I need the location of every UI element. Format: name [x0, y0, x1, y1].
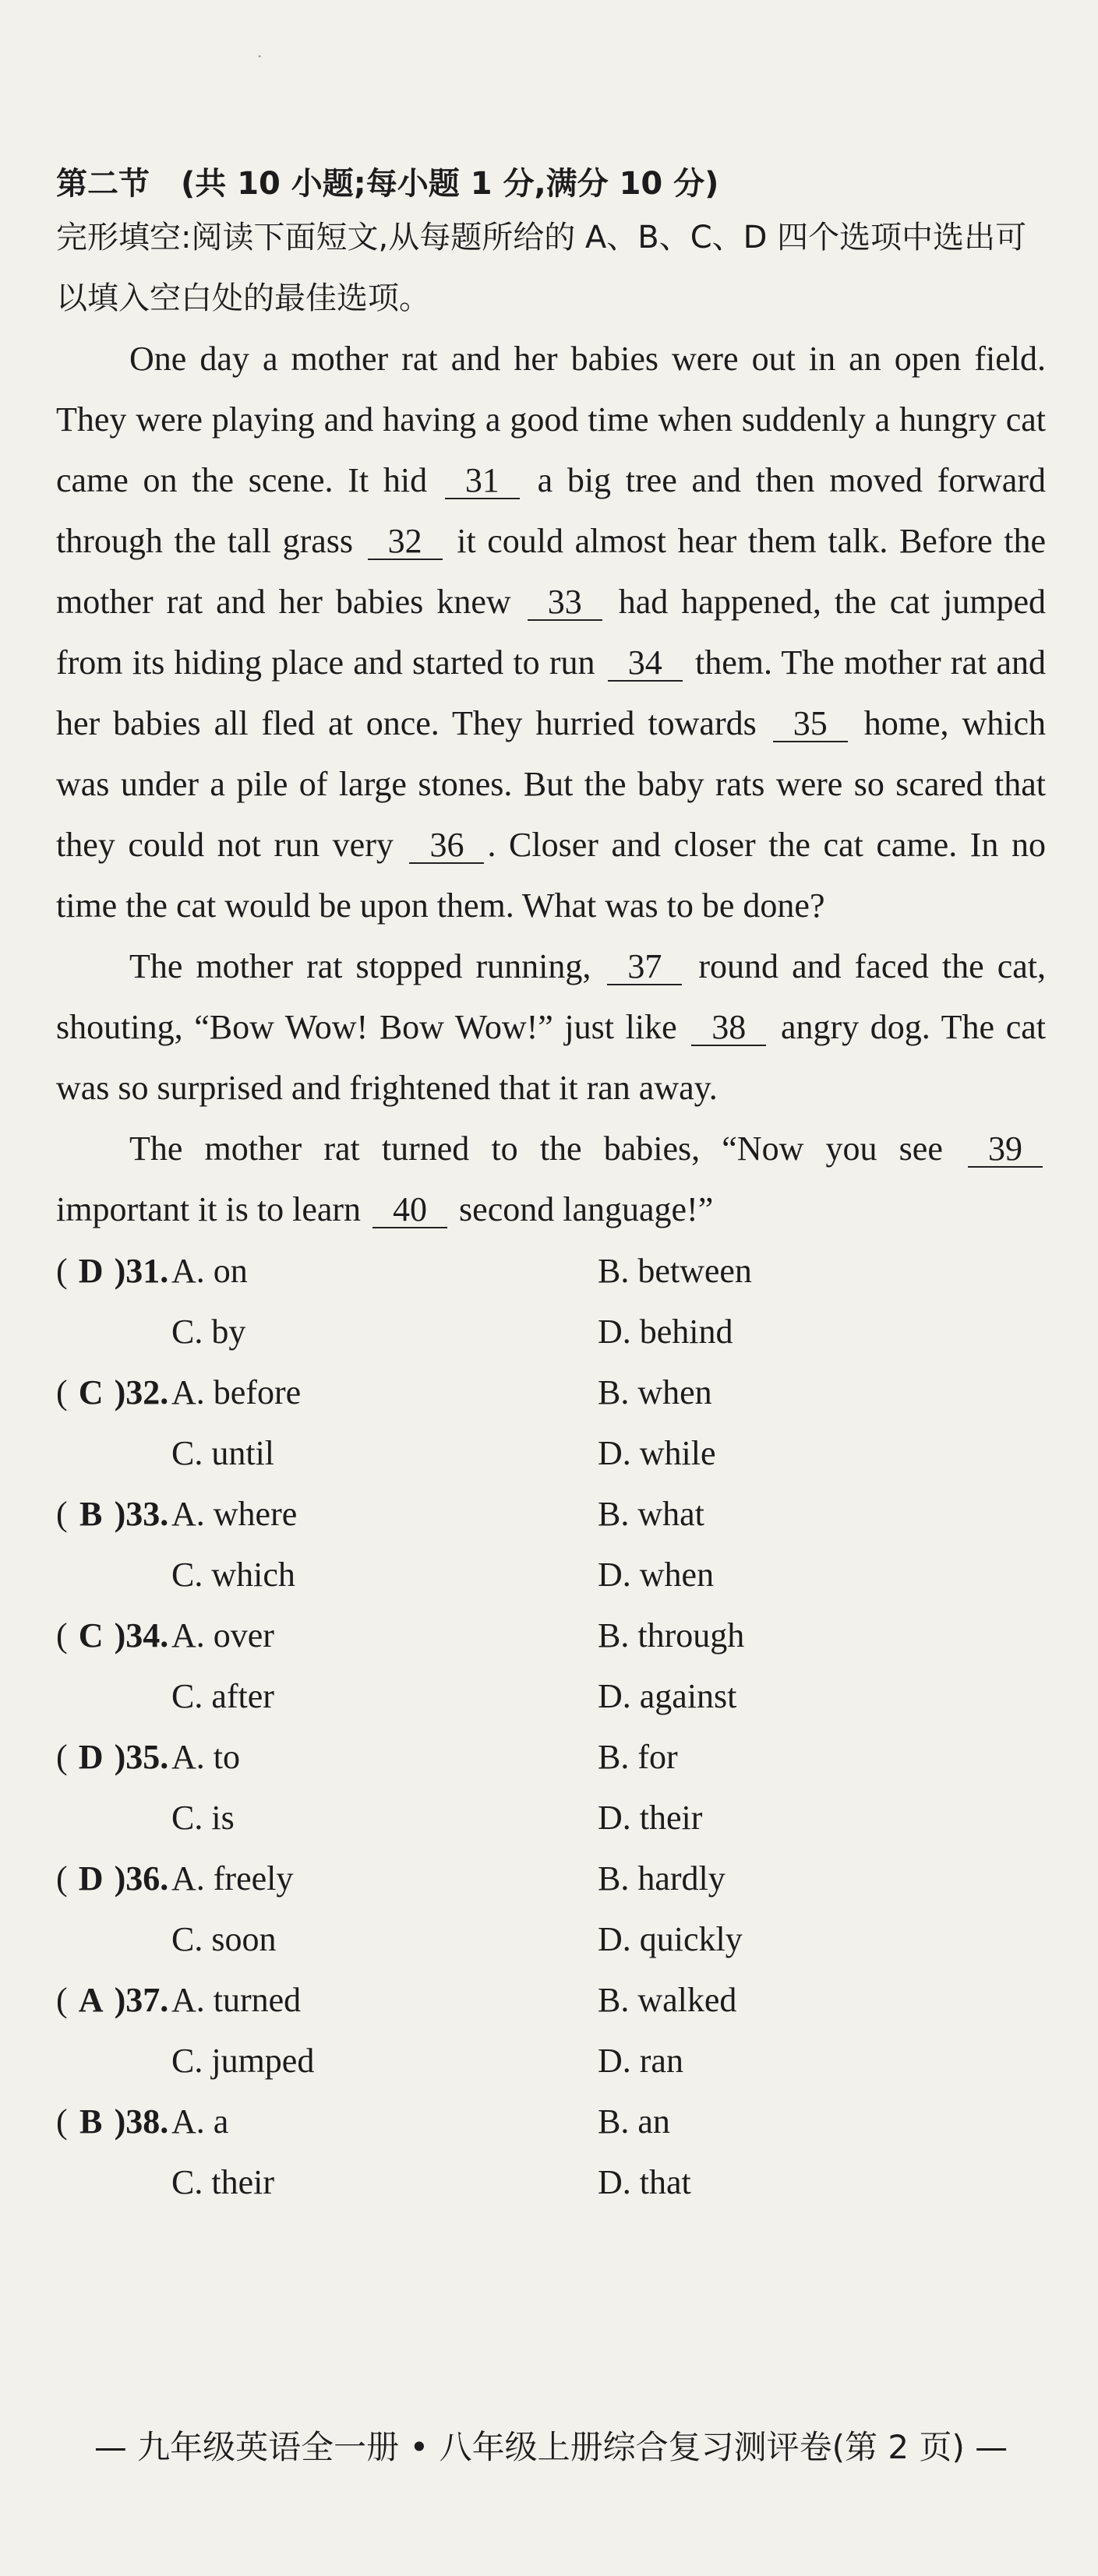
option-c: C. which [171, 1555, 295, 1594]
question-number: )31. [114, 1251, 169, 1290]
question-row-cont [56, 1544, 1046, 1605]
option-d: D. ran [598, 2041, 683, 2080]
option-d: D. quickly [598, 1919, 743, 1958]
answer-mark: D [78, 1859, 104, 1898]
question-number: )34. [114, 1616, 169, 1654]
paren-open: ( [56, 1251, 68, 1290]
passage-paragraph-1 [56, 329, 1046, 936]
blank-31: 31 [445, 463, 520, 499]
question-row-cont [56, 2030, 1046, 2091]
option-b: B. between [598, 1251, 752, 1290]
instruction-text: 完形填空:阅读下面短文,从每题所给的 A、B、C、D 四个选项中选出可以填入空白处的最佳选项。 [56, 220, 1027, 316]
blank-38: 38 [691, 1010, 766, 1046]
paren-open: ( [56, 1494, 68, 1533]
option-a: A. where [171, 1494, 298, 1533]
option-a: A. to [171, 1737, 240, 1776]
question-row [56, 1240, 1046, 1301]
answer-mark: D [78, 1251, 104, 1290]
question-row-cont [56, 1665, 1046, 1726]
question-row-cont [56, 1787, 1046, 1848]
answer-mark: D [78, 1737, 104, 1776]
option-c: C. is [171, 1798, 235, 1837]
question-number: )33. [114, 1494, 169, 1533]
option-d: D. when [598, 1555, 715, 1594]
question-row-cont [56, 1908, 1046, 1969]
blank-36: 36 [409, 828, 484, 864]
option-b: B. when [598, 1373, 712, 1411]
passage-text: home, which was under a pile of large stones. But the baby rats were so scared that they could not run very [56, 704, 1046, 864]
section-title: 第二节 (共 10 小题;每小题 1 分,满分 10 分) [56, 166, 719, 202]
blank-37: 37 [607, 950, 682, 985]
passage-text: angry dog. The cat was so surprised and frightened that it ran away. [56, 1008, 1046, 1107]
option-a: A. freely [171, 1859, 294, 1898]
passage-text: had happened, the cat jumped from its hiding place and started to run [56, 583, 1046, 682]
blank-39: 39 [968, 1132, 1043, 1168]
question-row [56, 1726, 1046, 1787]
option-a: A. a [171, 2102, 229, 2141]
option-a: A. on [171, 1251, 248, 1290]
answer-mark: C [78, 1373, 104, 1411]
paren-open: ( [56, 1616, 68, 1654]
question-number: )35. [114, 1737, 169, 1776]
blank-34: 34 [608, 646, 683, 682]
answer-mark: A [78, 1980, 104, 2019]
question-row-cont [56, 1301, 1046, 1362]
passage-paragraph-3 [56, 1119, 1046, 1240]
option-d: D. while [598, 1433, 716, 1472]
option-b: B. an [598, 2102, 670, 2141]
option-c: C. their [171, 2162, 274, 2201]
blank-40: 40 [372, 1193, 447, 1228]
question-number: )36. [114, 1859, 169, 1898]
option-b: B. hardly [598, 1859, 726, 1898]
page-footer: — 九年级英语全一册 • 八年级上册综合复习测评卷(第 2 页) — [94, 2428, 1008, 2466]
passage-text: The mother rat stopped running, [129, 947, 605, 985]
passage-text: second language!” [450, 1190, 714, 1228]
option-d: D. against [598, 1676, 737, 1715]
passage-text: important it is to learn [56, 1190, 370, 1228]
paren-open: ( [56, 1737, 68, 1776]
passage-text: them. The mother rat and her babies all fled at once. They hurried towards [56, 643, 1046, 742]
scan-speck: · [257, 47, 263, 65]
passage-text: . Closer and closer the cat came. In no time the cat would be upon them. What was to be done? [56, 826, 1046, 925]
blank-32: 32 [368, 524, 443, 560]
answer-mark: C [78, 1616, 104, 1654]
question-number: )38. [114, 2102, 169, 2141]
passage-paragraph-2 [56, 936, 1046, 1119]
option-a: A. over [171, 1616, 274, 1654]
option-c: C. soon [171, 1919, 277, 1958]
exam-page [56, 160, 1046, 2212]
option-b: B. what [598, 1494, 704, 1533]
passage-text: a big tree and then moved forward through the tall grass [56, 461, 1046, 560]
option-d: D. that [598, 2162, 691, 2201]
option-b: B. walked [598, 1980, 737, 2019]
question-row-cont [56, 1422, 1046, 1483]
blank-33: 33 [528, 585, 602, 621]
question-row [56, 1362, 1046, 1422]
option-d: D. their [598, 1798, 703, 1837]
option-a: A. turned [171, 1980, 302, 2019]
question-row [56, 1848, 1046, 1908]
question-row [56, 1483, 1046, 1544]
option-c: C. jumped [171, 2041, 315, 2080]
blank-35: 35 [773, 707, 848, 742]
question-number: )37. [114, 1980, 169, 2019]
question-row-cont [56, 2151, 1046, 2212]
question-row [56, 1969, 1046, 2030]
question-list [56, 1240, 1046, 2212]
passage-text: One day a mother rat and her babies were out in an open field. They were playing and having a good time when suddenly a hungry cat came on the scene. It hid [56, 340, 1046, 499]
answer-mark: B [79, 2102, 103, 2141]
question-row [56, 1605, 1046, 1665]
paren-open: ( [56, 1373, 68, 1411]
option-c: C. until [171, 1433, 275, 1472]
paren-open: ( [56, 2102, 68, 2141]
option-a: A. before [171, 1373, 302, 1411]
passage-text: round and faced the cat, shouting, “Bow Wow! Bow Wow!” just like [56, 947, 1046, 1046]
option-c: C. by [171, 1312, 246, 1351]
answer-mark: B [79, 1494, 103, 1533]
question-row [56, 2091, 1046, 2151]
option-b: B. through [598, 1616, 745, 1654]
paren-open: ( [56, 1859, 68, 1898]
option-c: C. after [171, 1676, 274, 1715]
question-number: )32. [114, 1373, 169, 1411]
passage-text: The mother rat turned to the babies, “Now you see [129, 1129, 965, 1168]
passage-text: it could almost hear them talk. Before the mother rat and her babies knew [56, 522, 1046, 621]
option-d: D. behind [598, 1312, 733, 1351]
option-b: B. for [598, 1737, 678, 1776]
paren-open: ( [56, 1980, 68, 2019]
